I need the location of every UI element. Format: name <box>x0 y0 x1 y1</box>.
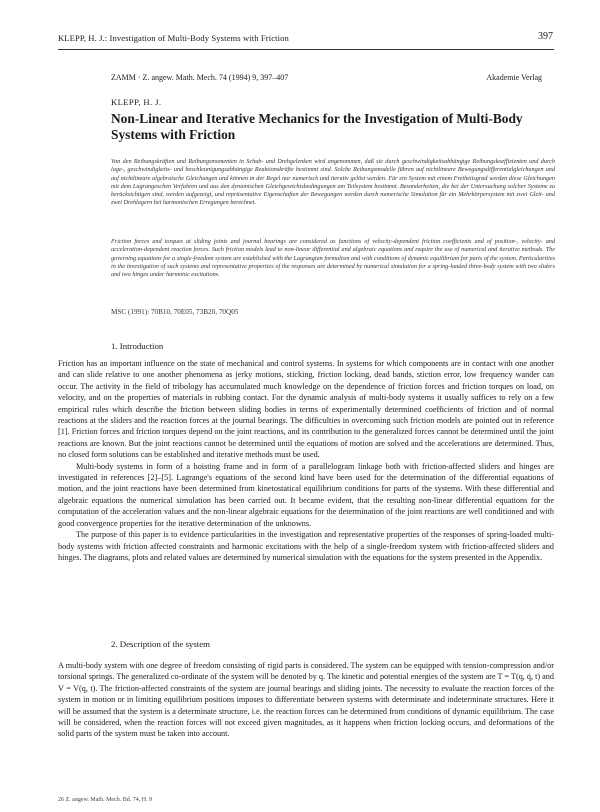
section-heading-introduction: 1. Introduction <box>111 341 164 351</box>
section-body-introduction <box>58 358 554 563</box>
header-rule <box>58 49 554 50</box>
paragraph: A multi-body system with one degree of freedom consisting of rigid parts is considered. The system can be equipped with tension-compression and/or torsional springs. The generalized co-ordinate of the system will be denoted by q. The kinetic and potential energies of the system are T = T(q, q̇, t) and V = V(q, t). The friction-affected constraints of the system are journal bearings and sliding joints. The necessity to evaluate the reaction forces of the system in motion or in limiting equilibrium positions imposes to differentiate between systems with determinate and indeterminate structures. Here it will be assumed that the system is a determinate structure, i.e. the reaction forces can be determined from conditions of dynamic equilibrium. The case will be considered, when the reaction forces will not exceed given magnitudes, as it happens when friction locking occurs, and deformations of the solid parts of the system must be taken into account. <box>58 661 554 739</box>
abstract-english: Friction forces and torques at sliding joints and journal bearings are considered as functions of velocity-dependent friction coefficients and of position-, velocity- and acceleration-dependent reaction forces. Such friction models lead to non-linear differential and algebraic equations and require the use of numerical and iterative methods. The governing equations for a single-freedom system are established with the Lagrangian formalism and with conditions of dynamic equilibrium for parts of the system. Particularities in the investigation of such systems and representative properties of the responses are determined by numerical simulation for a spring-loaded three-body system with two sliders and two hinges under harmonic excitations. <box>111 238 555 279</box>
page-footer: 26 Z. angew. Math. Mech. Bd. 74, H. 9 <box>58 797 153 803</box>
paragraph: Multi-body systems in form of a hoisting frame and in form of a parallelogram linkage both with friction-affected sliders and hinges are investigated in references [2]–[5]. Lagrange's equations of the second kind have been used for the determination of the differential equations of motion, and the joint reactions have been determined from kinetostatical equilibrium conditions for parts of the systems. With these differential and algebraic equations the numerical simulation has been carried out. It became evident, that the resulting non-linear differential equations for the computation of the acceleration values and the non-linear algebraic equations for the determination of the joint reactions are well conditioned and with good convergence properties for the iterative determination of the unknowns. <box>58 461 554 528</box>
author: KLEPP, H. J. <box>111 97 162 107</box>
journal-citation: ZAMM · Z. angew. Math. Mech. 74 (1994) 9, 397–407 <box>111 73 289 82</box>
paragraph: Friction has an important influence on the state of mechanical and control systems. In systems for which components are in contact with one another and can slide relative to one another phenomena as jerky motions, sticking, friction locking, dead bands, stiction error, low frequency wander can occur. The activity in the field of tribology has accumulated much knowledge on the dependence of friction forces and friction torques on load, on velocity, and on the properties of materials in rubbing contact. For the dynamic analysis of multi-body systems it usually suffices to rely on a few empirical rules which describe the friction between sliding bodies in terms of experimentally determined coefficients of friction and of normal reactions at the sliders and the reaction forces at the journal bearings. The difficulties in overcoming such friction models are pointed out in reference [1]. Friction forces and friction torques depend on the joint reactions, and its contribution to the generalized forces cannot be determined until the joint reactions are known. But the joint reactions cannot be determined until the equations of motion are solved and the accelerations are determined. Thus, no closed form solutions can be established and iterative methods must be used. <box>58 359 554 460</box>
section-body-description <box>58 660 554 740</box>
paper-title: Non-Linear and Iterative Mechanics for the Investigation of Multi-Body Systems with Friction <box>111 111 523 142</box>
page-number: 397 <box>538 31 553 42</box>
abstract-german: Von den Reibungskräften und Reibungsmomenten in Schub- und Drehgelenken wird angenommen, daß sie durch geschwindigkeitsabhängige Reibungskoeffizienten und durch lage-, geschwindigkeits- und beschleunigungsabhängige Reaktionskräfte bestimmt sind. Solche Reibungsmodelle führen auf nichtlineare Bewegungsdifferentialgleichungen und auf nichtlineare algebraische Gleichungen und können in der Regel nur numerisch und iterativ gelöst werden. Für ein System mit einem Freiheitsgrad werden diese Gleichungen mit dem Lagrangeschen Verfahren und aus den dynamischen Gleichgewichtsbedingungen am Teilsystem bestimmt. Besonderheiten, die bei der Untersuchung solcher Systeme zu berücksichtigen sind, werden aufgezeigt, und repräsentative Eigenschaften der Bewegungen werden durch numerische Simulation für ein Mehrkörpersystem mit zwei Gleit- und zwei Drehlagern bei harmonischen Erregungen berechnet. <box>111 158 555 207</box>
section-heading-description: 2. Description of the system <box>111 639 210 649</box>
msc-classification: MSC (1991): 70B10, 70E05, 73B20, 70Q05 <box>111 308 239 316</box>
publisher: Akademie Verlag <box>486 73 542 82</box>
paragraph: The purpose of this paper is to evidence particularities in the investigation and representative properties of the responses of spring-loaded multi-body systems with friction affected constraints and harmonic excitations with the help of a single-freedom system with friction-affected sliders and hinges. The diagrams, plots and related values are determined by numerical simulation with the equations for the system presented in the Appendix. <box>58 530 554 562</box>
running-head: KLEPP, H. J.: Investigation of Multi-Body Systems with Friction <box>58 33 289 43</box>
